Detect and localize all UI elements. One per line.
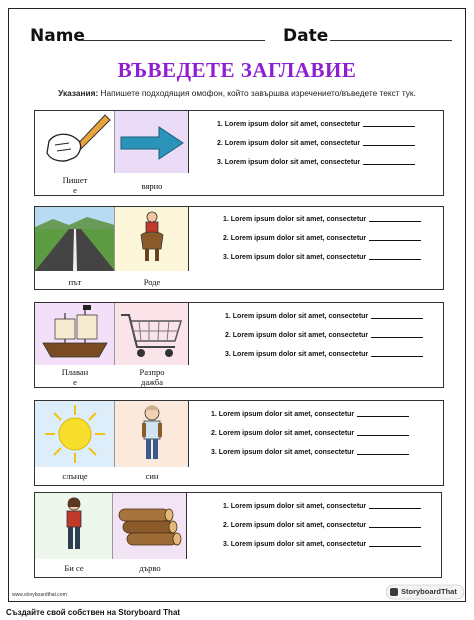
storyboardthat-logo[interactable]: [386, 584, 466, 600]
image-cell-right: [115, 111, 189, 173]
question-1: [217, 121, 415, 140]
caption-right: дърво: [139, 563, 161, 573]
image-cell-right: [115, 303, 189, 365]
exercise-row-3: [34, 302, 444, 388]
caption-right: Роде: [143, 277, 161, 287]
answer-line[interactable]: [357, 454, 409, 455]
image-cell-right: [115, 207, 189, 271]
question-text: 1. Lorem ipsum dolor sit amet, consectetur: [217, 121, 361, 128]
caption-right-text: Разпро дажба: [139, 367, 165, 387]
question-text: 1. Lorem ipsum dolor sit amet, consectetur: [225, 313, 369, 320]
answer-line[interactable]: [369, 527, 421, 528]
shopping-cart-icon: [115, 303, 189, 365]
image-cell-right: [113, 493, 187, 559]
image-cell-left: [35, 111, 115, 173]
arrow-right-icon: [115, 111, 189, 173]
caption-left: [35, 175, 115, 195]
instructions: [0, 88, 474, 98]
question-1: [211, 411, 409, 430]
caption-right: син: [145, 471, 159, 481]
question-text: 1. Lorem ipsum dolor sit amet, consectetur: [223, 216, 367, 223]
image-cell-left: [35, 401, 115, 467]
exercise-row-2: [34, 206, 444, 290]
exercise-row-1: [34, 110, 444, 196]
question-1: [223, 216, 421, 235]
image-cell-left: [35, 493, 113, 559]
question-text: 3. Lorem ipsum dolor sit amet, consectetur: [217, 159, 361, 166]
question-2: [211, 430, 409, 449]
question-2: [225, 332, 423, 351]
footer-url: www.storyboardthat.com: [12, 592, 67, 598]
answer-line[interactable]: [369, 221, 421, 222]
answer-line[interactable]: [363, 126, 415, 127]
road-icon: [35, 207, 115, 271]
questions: [217, 121, 415, 178]
answer-line[interactable]: [371, 337, 423, 338]
answer-line[interactable]: [363, 164, 415, 165]
name-line: [80, 40, 265, 41]
question-text: 2. Lorem ipsum dolor sit amet, consectetur: [223, 235, 367, 242]
brand-text: StoryboardThat: [401, 587, 457, 596]
question-2: [223, 235, 421, 254]
caption-left: [35, 367, 115, 387]
question-text: 2. Lorem ipsum dolor sit amet, consectetur: [211, 430, 355, 437]
image-cell-left: [35, 207, 115, 271]
question-3: [223, 541, 421, 560]
answer-line[interactable]: [371, 318, 423, 319]
answer-line[interactable]: [357, 416, 409, 417]
question-2: [223, 522, 421, 541]
image-cell-right: [115, 401, 189, 467]
answer-line[interactable]: [357, 435, 409, 436]
caption-left: път: [68, 277, 82, 287]
question-1: [225, 313, 423, 332]
question-text: 3. Lorem ipsum dolor sit amet, consectetur: [211, 449, 355, 456]
question-3: [211, 449, 409, 468]
date-line: [330, 40, 452, 41]
questions: [225, 313, 423, 370]
question-text: 3. Lorem ipsum dolor sit amet, consectetur: [225, 351, 369, 358]
caption-left-text: Плаван е: [61, 367, 89, 387]
horse-rider-icon: [115, 207, 189, 271]
question-2: [217, 140, 415, 159]
date-label: Date: [283, 26, 329, 46]
questions: [223, 216, 421, 273]
question-text: 3. Lorem ipsum dolor sit amet, consectetur: [223, 541, 367, 548]
bottom-banner-text: Създайте свой собствен на Storyboard That: [6, 608, 181, 617]
caption-right: [115, 367, 189, 387]
sun-icon: [35, 401, 115, 467]
question-1: [223, 503, 421, 522]
name-label: Name: [30, 26, 85, 46]
answer-line[interactable]: [369, 508, 421, 509]
girl-icon: [35, 493, 113, 559]
answer-line[interactable]: [369, 546, 421, 547]
instructions-text: Напишете подходящия омофон, който завършва изречението/въведете текст тук.: [98, 88, 416, 98]
answer-line[interactable]: [371, 356, 423, 357]
boy-icon: [115, 401, 189, 467]
question-text: 2. Lorem ipsum dolor sit amet, consectetur: [223, 522, 367, 529]
answer-line[interactable]: [363, 145, 415, 146]
answer-line[interactable]: [369, 240, 421, 241]
caption-left-text: Пишет е: [62, 175, 88, 195]
exercise-row-4: [34, 400, 444, 486]
caption-right: вярно: [141, 181, 163, 191]
logs-icon: [113, 493, 187, 559]
question-3: [217, 159, 415, 178]
answer-line[interactable]: [369, 259, 421, 260]
page-title: ВЪВЕДЕТЕ ЗАГЛАВИЕ: [117, 58, 357, 82]
caption-left: Би се: [64, 563, 84, 573]
question-3: [223, 254, 421, 273]
question-text: 2. Lorem ipsum dolor sit amet, consectetur: [225, 332, 369, 339]
question-text: 1. Lorem ipsum dolor sit amet, consectetur: [223, 503, 367, 510]
question-3: [225, 351, 423, 370]
instructions-label: Указания:: [58, 88, 99, 98]
image-cell-left: [35, 303, 115, 365]
question-text: 1. Lorem ipsum dolor sit amet, consectetur: [211, 411, 355, 418]
hand-writing-icon: [35, 111, 115, 173]
questions: [223, 503, 421, 560]
questions: [211, 411, 409, 468]
question-text: 3. Lorem ipsum dolor sit amet, consectetur: [223, 254, 367, 261]
exercise-row-5: [34, 492, 442, 578]
caption-left: слънце: [62, 471, 88, 481]
question-text: 2. Lorem ipsum dolor sit amet, consectetur: [217, 140, 361, 147]
pirate-ship-icon: [35, 303, 115, 365]
